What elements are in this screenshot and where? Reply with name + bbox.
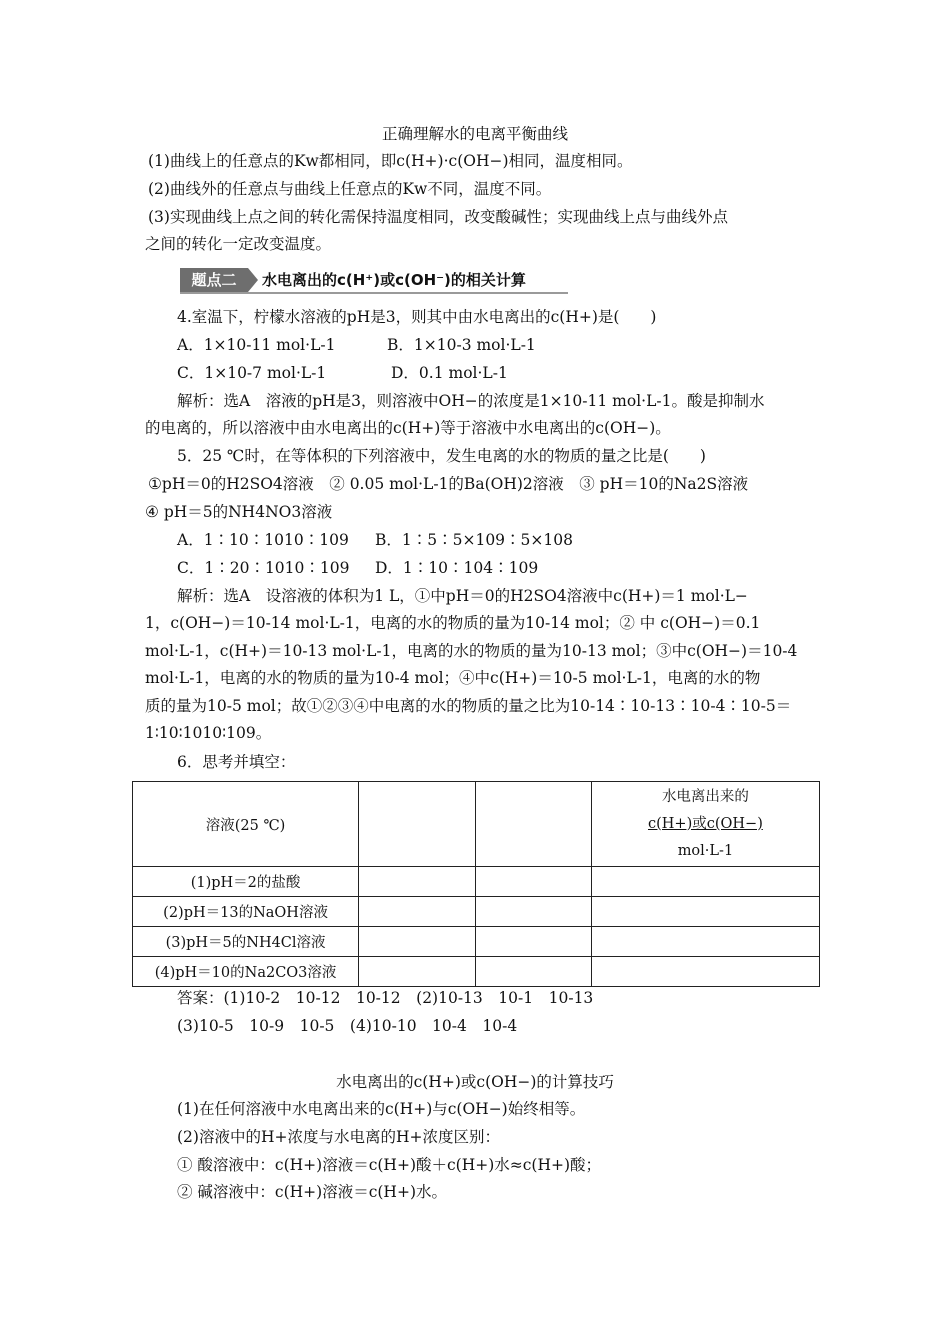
question-stem: 5．25 ℃时，在等体积的下列溶液中，发生电离的水的物质的量之比是( ) <box>177 447 706 465</box>
topic-tag: 题点二 <box>180 268 248 292</box>
table-row <box>133 957 820 987</box>
table-cell <box>475 897 591 927</box>
option-b: B．1∶5∶5×109∶5×108 <box>375 531 573 549</box>
paragraph: (3)实现曲线上点之间的转化需保持温度相同，改变酸碱性；实现曲线上点与曲线外点 <box>148 208 728 226</box>
table-cell: (4)pH＝10的Na2CO3溶液 <box>133 957 359 987</box>
section-title: 水电离出的c(H+)或c(OH−)的计算技巧 <box>336 1073 614 1091</box>
question-items: ①pH＝0的H2SO4溶液 ② 0.05 mol·L-1的Ba(OH)2溶液 ③ pH＝10的Na2S溶液 <box>148 475 749 493</box>
header-line: c(H+)或c(OH−) <box>648 815 763 832</box>
analysis: 质的量为10-5 mol；故①②③④中电离的水的物质的量之比为10-14∶10-13∶10-4∶10-5＝ <box>145 697 792 715</box>
header-line: mol·L-1 <box>677 842 734 859</box>
paragraph: 之间的转化一定改变温度。 <box>145 235 332 253</box>
table-cell: (1)pH＝2的盐酸 <box>133 867 359 897</box>
table-cell: (2)pH＝13的NaOH溶液 <box>133 897 359 927</box>
table-cell <box>591 957 819 987</box>
table-cell <box>359 897 475 927</box>
analysis: 解析：选A 设溶液的体积为1 L，①中pH＝0的H2SO4溶液中c(H+)＝1 mol·L− <box>177 587 748 605</box>
option-a: A．1×10-11 mol·L-1 <box>177 336 336 354</box>
question-stem: 4.室温下，柠檬水溶液的pH是3，则其中由水电离出的c(H+)是( ) <box>177 308 657 326</box>
paragraph: (2)曲线外的任意点与曲线上任意点的Kw不同，温度不同。 <box>148 180 552 198</box>
table-header-cell <box>359 782 475 867</box>
table-header-cell: 溶液(25 ℃) <box>133 782 359 867</box>
section-title: 正确理解水的电离平衡曲线 <box>381 125 568 143</box>
option-a: A．1∶10∶1010∶109 <box>177 531 349 549</box>
analysis: mol·L-1，c(H+)＝10-13 mol·L-1，电离的水的物质的量为10-13 mol；③中c(OH−)＝10-4 <box>145 642 798 660</box>
table-row <box>133 927 820 957</box>
paragraph: (1)曲线上的任意点的Kw都相同，即c(H+)·c(OH−)相同，温度相同。 <box>148 152 633 170</box>
analysis: 解析：选A 溶液的pH是3，则溶液中OH−的浓度是1×10-11 mol·L-1。酸是抑制水 <box>177 392 765 410</box>
table-cell <box>475 927 591 957</box>
table-cell <box>475 957 591 987</box>
analysis: 1，c(OH−)＝10-14 mol·L-1，电离的水的物质的量为10-14 mol；② 中 c(OH−)＝0.1 <box>145 614 761 632</box>
table-header-row <box>133 782 820 867</box>
topic-title: 水电离出的c(H⁺)或c(OH⁻)的相关计算 <box>262 271 526 289</box>
header-line: 水电离出来的 <box>661 788 749 805</box>
table-cell <box>591 897 819 927</box>
table-cell <box>359 927 475 957</box>
option-b: B．1×10-3 mol·L-1 <box>387 336 536 354</box>
paragraph: (1)在任何溶液中水电离出来的c(H+)与c(OH−)始终相等。 <box>177 1100 586 1118</box>
table-cell <box>359 957 475 987</box>
table-row <box>133 897 820 927</box>
option-c: C．1∶20∶1010∶109 <box>177 559 350 577</box>
analysis: 1∶10∶1010∶109。 <box>145 724 272 742</box>
table-header-cell <box>591 782 819 867</box>
table-header-cell <box>475 782 591 867</box>
table-cell: (3)pH＝5的NH4Cl溶液 <box>133 927 359 957</box>
option-d: D．0.1 mol·L-1 <box>391 364 508 382</box>
fill-in-table <box>132 781 820 987</box>
answer: (3)10-5 10-9 10-5 (4)10-10 10-4 10-4 <box>177 1017 518 1035</box>
paragraph: ① 酸溶液中：c(H+)溶液＝c(H+)酸＋c(H+)水≈c(H+)酸； <box>177 1156 602 1174</box>
table-cell <box>591 927 819 957</box>
table-cell <box>475 867 591 897</box>
option-d: D．1∶10∶104∶109 <box>375 559 539 577</box>
question-items: ④ pH＝5的NH4NO3溶液 <box>145 503 333 521</box>
option-c: C．1×10-7 mol·L-1 <box>177 364 327 382</box>
table-cell <box>359 867 475 897</box>
paragraph: ② 碱溶液中：c(H+)溶液＝c(H+)水。 <box>177 1183 447 1201</box>
paragraph: (2)溶液中的H+浓度与水电离的H+浓度区别： <box>177 1128 500 1146</box>
analysis: mol·L-1，电离的水的物质的量为10-4 mol；④中c(H+)＝10-5 mol·L-1，电离的水的物 <box>145 669 761 687</box>
table-row <box>133 867 820 897</box>
answer: 答案：(1)10-2 10-12 10-12 (2)10-13 10-1 10-13 <box>177 989 594 1007</box>
question-stem: 6．思考并填空： <box>177 753 296 771</box>
analysis: 的电离的，所以溶液中由水电离出的c(H+)等于溶液中水电离出的c(OH−)。 <box>145 419 671 437</box>
topic-banner <box>180 268 568 294</box>
table-cell <box>591 867 819 897</box>
